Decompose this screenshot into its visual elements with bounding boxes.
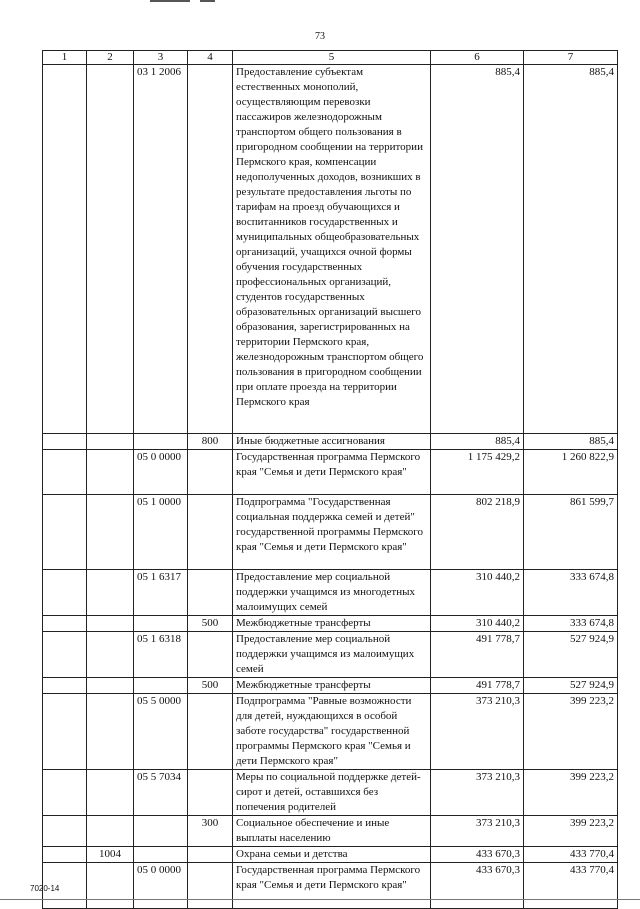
item-name: Социальное обеспечение и иные выплаты населению <box>233 816 431 847</box>
column-header-row <box>43 51 618 65</box>
page-number: 73 <box>315 31 325 42</box>
table-row <box>43 616 618 632</box>
subsection-code <box>87 816 134 847</box>
subsection-code: 1004 <box>87 847 134 863</box>
amount-year-1: 433 670,3 <box>431 847 524 863</box>
section-code <box>43 495 87 570</box>
subsection-code <box>87 570 134 616</box>
table-row <box>43 495 618 570</box>
subsection-code <box>87 770 134 816</box>
section-code <box>43 678 87 694</box>
amount-year-2: 399 223,2 <box>524 816 618 847</box>
expense-type-code: 800 <box>188 434 233 450</box>
amount-year-2: 1 260 822,9 <box>524 450 618 495</box>
amount-year-2: 861 599,7 <box>524 495 618 570</box>
section-code <box>43 450 87 495</box>
amount-year-2: 399 223,2 <box>524 770 618 816</box>
target-article-code <box>134 678 188 694</box>
expense-type-code: 500 <box>188 616 233 632</box>
section-code <box>43 632 87 678</box>
amount-year-2: 885,4 <box>524 434 618 450</box>
amount-year-2: 399 223,2 <box>524 694 618 770</box>
expense-type-code: 500 <box>188 678 233 694</box>
expense-type-code <box>188 65 233 434</box>
amount-year-2: 527 924,9 <box>524 632 618 678</box>
item-name: Иные бюджетные ассигнования <box>233 434 431 450</box>
subsection-code <box>87 678 134 694</box>
amount-year-2: 433 770,4 <box>524 863 618 909</box>
amount-year-2: 333 674,8 <box>524 570 618 616</box>
column-header: 1 <box>43 51 87 65</box>
table-row <box>43 678 618 694</box>
item-name: Охрана семьи и детства <box>233 847 431 863</box>
budget-table <box>42 50 618 909</box>
subsection-code <box>87 694 134 770</box>
expense-type-code <box>188 570 233 616</box>
item-name: Предоставление мер социальной поддержки учащимся из многодетных малоимущих семей <box>233 570 431 616</box>
item-name: Подпрограмма "Государственная социальная поддержка семей и детей" государственной программы Пермского края "Семья и дети Пермского края" <box>233 495 431 570</box>
amount-year-2: 333 674,8 <box>524 616 618 632</box>
item-name: Предоставление субъектам естественных монополий, осуществляющим перевозки пассажиров железнодорожным транспортом общего пользования в пригородном сообщении на территории Пермского края, компенсации недополученных доходов, возникших в результате предоставления льготы по тарифам на проезд обучающихся и воспитанников государственных и муниципальных общеобразовательных организаций, учащихся очной формы обучения государственных профессиональных организаций, студентов государственных образовательных организаций высшего образования, зарегистрированных на территории Пермского края, железнодорожным транспортом общего пользования в пригородном сообщении при оплате проезда на территории Пермского края <box>233 65 431 434</box>
amount-year-1: 1 175 429,2 <box>431 450 524 495</box>
amount-year-1: 885,4 <box>431 65 524 434</box>
subsection-code <box>87 863 134 909</box>
subsection-code <box>87 65 134 434</box>
section-code <box>43 816 87 847</box>
target-article-code <box>134 616 188 632</box>
target-article-code: 05 0 0000 <box>134 450 188 495</box>
target-article-code <box>134 816 188 847</box>
column-header: 5 <box>233 51 431 65</box>
scan-edge-marks <box>0 0 640 4</box>
table-row <box>43 632 618 678</box>
table-row <box>43 65 618 434</box>
amount-year-1: 433 670,3 <box>431 863 524 909</box>
target-article-code: 03 1 2006 <box>134 65 188 434</box>
target-article-code: 05 5 7034 <box>134 770 188 816</box>
table-row <box>43 770 618 816</box>
item-name: Предоставление мер социальной поддержки учащимся из малоимущих семей <box>233 632 431 678</box>
amount-year-1: 310 440,2 <box>431 570 524 616</box>
item-name: Меры по социальной поддержке детей-сирот и детей, оставшихся без попечения родителей <box>233 770 431 816</box>
table-row <box>43 847 618 863</box>
amount-year-1: 885,4 <box>431 434 524 450</box>
expense-type-code <box>188 450 233 495</box>
table-row <box>43 450 618 495</box>
subsection-code <box>87 632 134 678</box>
scan-bottom-edge <box>0 899 640 900</box>
section-code <box>43 570 87 616</box>
expense-type-code <box>188 495 233 570</box>
column-header: 2 <box>87 51 134 65</box>
target-article-code: 05 5 0000 <box>134 694 188 770</box>
target-article-code <box>134 847 188 863</box>
table-row <box>43 816 618 847</box>
section-code <box>43 847 87 863</box>
column-header: 3 <box>134 51 188 65</box>
section-code <box>43 434 87 450</box>
amount-year-1: 373 210,3 <box>431 770 524 816</box>
expense-type-code <box>188 632 233 678</box>
expense-type-code <box>188 694 233 770</box>
column-header: 7 <box>524 51 618 65</box>
item-name: Государственная программа Пермского края "Семья и дети Пермского края" <box>233 450 431 495</box>
expense-type-code <box>188 770 233 816</box>
item-name: Межбюджетные трансферты <box>233 678 431 694</box>
expense-type-code <box>188 847 233 863</box>
section-code <box>43 770 87 816</box>
document-code: 7020-14 <box>30 884 60 893</box>
amount-year-2: 885,4 <box>524 65 618 434</box>
target-article-code: 05 1 6318 <box>134 632 188 678</box>
section-code <box>43 616 87 632</box>
expense-type-code: 300 <box>188 816 233 847</box>
amount-year-1: 310 440,2 <box>431 616 524 632</box>
amount-year-1: 373 210,3 <box>431 694 524 770</box>
table-row <box>43 863 618 909</box>
target-article-code: 05 1 0000 <box>134 495 188 570</box>
subsection-code <box>87 450 134 495</box>
subsection-code <box>87 616 134 632</box>
table-row <box>43 434 618 450</box>
amount-year-2: 527 924,9 <box>524 678 618 694</box>
table-row <box>43 570 618 616</box>
subsection-code <box>87 495 134 570</box>
item-name: Государственная программа Пермского края "Семья и дети Пермского края" <box>233 863 431 909</box>
column-header: 4 <box>188 51 233 65</box>
section-code <box>43 65 87 434</box>
amount-year-1: 373 210,3 <box>431 816 524 847</box>
item-name: Подпрограмма "Равные возможности для детей, нуждающихся в особой заботе государства" государственной программы Пермского края "Семья и дети Пермского края" <box>233 694 431 770</box>
subsection-code <box>87 434 134 450</box>
column-header: 6 <box>431 51 524 65</box>
amount-year-1: 802 218,9 <box>431 495 524 570</box>
target-article-code: 05 1 6317 <box>134 570 188 616</box>
amount-year-1: 491 778,7 <box>431 632 524 678</box>
target-article-code <box>134 434 188 450</box>
expense-type-code <box>188 863 233 909</box>
table-row <box>43 694 618 770</box>
item-name: Межбюджетные трансферты <box>233 616 431 632</box>
target-article-code: 05 0 0000 <box>134 863 188 909</box>
section-code <box>43 694 87 770</box>
amount-year-1: 491 778,7 <box>431 678 524 694</box>
amount-year-2: 433 770,4 <box>524 847 618 863</box>
